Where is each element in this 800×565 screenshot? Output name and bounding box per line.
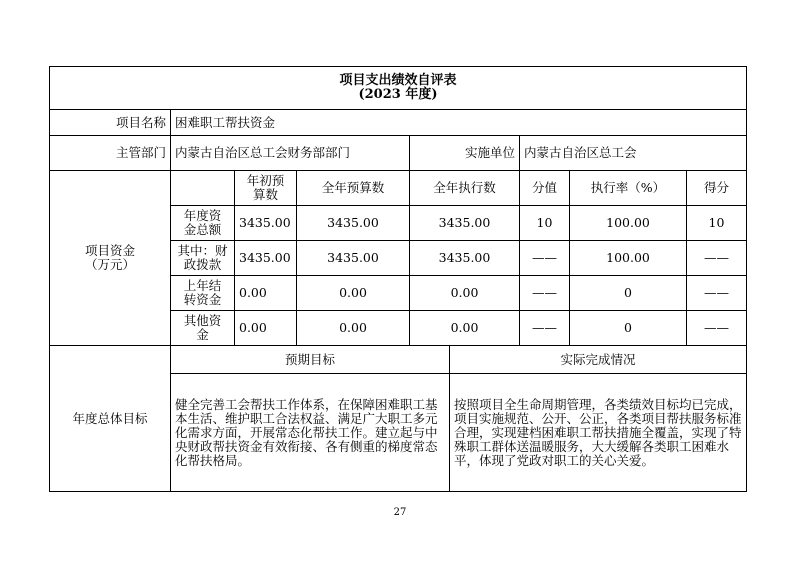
cell-budget: 3435.00 xyxy=(297,206,410,241)
cell-rate: 100.00 xyxy=(570,241,687,276)
cell-score-value: 10 xyxy=(520,206,570,241)
cell-executed: 0.00 xyxy=(410,311,520,346)
cell-executed: 3435.00 xyxy=(410,206,520,241)
impl-value: 内蒙古自治区总工会 xyxy=(520,136,747,171)
header-score: 得分 xyxy=(687,171,747,206)
cell-rate: 0 xyxy=(570,276,687,311)
actual-text: 按照项目全生命周期管理，各类绩效目标均已完成，项目实施规范、公开、公正，各类项目帮扶服务标准合理，实现建档困难职工帮扶措施全覆盖，实现了特殊职工群体送温暖服务，大大缓解各类职工困难水平，体现了党政对职工的关心关爱。 xyxy=(450,374,747,492)
cell-rate: 100.00 xyxy=(570,206,687,241)
row-label: 其中：财 政拨款 xyxy=(171,241,235,276)
cell-score-value: —— xyxy=(520,276,570,311)
cell-budget: 0.00 xyxy=(297,276,410,311)
table-title xyxy=(50,67,747,110)
dept-value: 内蒙古自治区总工会财务部部门 xyxy=(171,136,410,171)
cell-score: 10 xyxy=(687,206,747,241)
header-budget: 全年预算数 xyxy=(297,171,410,206)
impl-label: 实施单位 xyxy=(410,136,520,171)
page-number: 27 xyxy=(393,507,407,518)
cell-score-value: —— xyxy=(520,311,570,346)
cell-score-value: —— xyxy=(520,241,570,276)
cell-score: —— xyxy=(687,311,747,346)
cell-executed: 3435.00 xyxy=(410,241,520,276)
cell-rate: 0 xyxy=(570,311,687,346)
header-initial: 年初预 算数 xyxy=(235,171,297,206)
cell-score: —— xyxy=(687,241,747,276)
cell-initial: 3435.00 xyxy=(235,206,297,241)
cell-budget: 0.00 xyxy=(297,311,410,346)
expected-label: 预期目标 xyxy=(171,346,450,374)
cell-budget: 3435.00 xyxy=(297,241,410,276)
cell-score: —— xyxy=(687,276,747,311)
row-label: 其他资 金 xyxy=(171,311,235,346)
project-name-value: 困难职工帮扶资金 xyxy=(171,110,747,136)
goal-label: 年度总体目标 xyxy=(50,346,171,492)
project-name-label: 项目名称 xyxy=(50,110,171,136)
header-score-value: 分值 xyxy=(520,171,570,206)
row-label: 上年结 转资金 xyxy=(171,276,235,311)
dept-label: 主管部门 xyxy=(50,136,171,171)
title-line-2: (2023 年度) xyxy=(358,87,438,102)
header-blank xyxy=(171,171,235,206)
expected-text: 健全完善工会帮扶工作体系，在保障困难职工基本生活、维护职工合法权益、满足广大职工多元化需求方面，开展常态化帮扶工作。建立起与中央财政帮扶资金有效衔接、各有侧重的梯度常态化帮扶格局。 xyxy=(171,374,450,492)
actual-label: 实际完成情况 xyxy=(450,346,747,374)
row-label: 年度资 金总额 xyxy=(171,206,235,241)
header-rate: 执行率（%） xyxy=(570,171,687,206)
title-line-1: 项目支出绩效自评表 xyxy=(339,73,457,88)
cell-executed: 0.00 xyxy=(410,276,520,311)
header-executed: 全年执行数 xyxy=(410,171,520,206)
funds-label: 项目资金 （万元） xyxy=(50,171,171,346)
performance-table xyxy=(49,66,747,492)
cell-initial: 3435.00 xyxy=(235,241,297,276)
cell-initial: 0.00 xyxy=(235,311,297,346)
cell-initial: 0.00 xyxy=(235,276,297,311)
